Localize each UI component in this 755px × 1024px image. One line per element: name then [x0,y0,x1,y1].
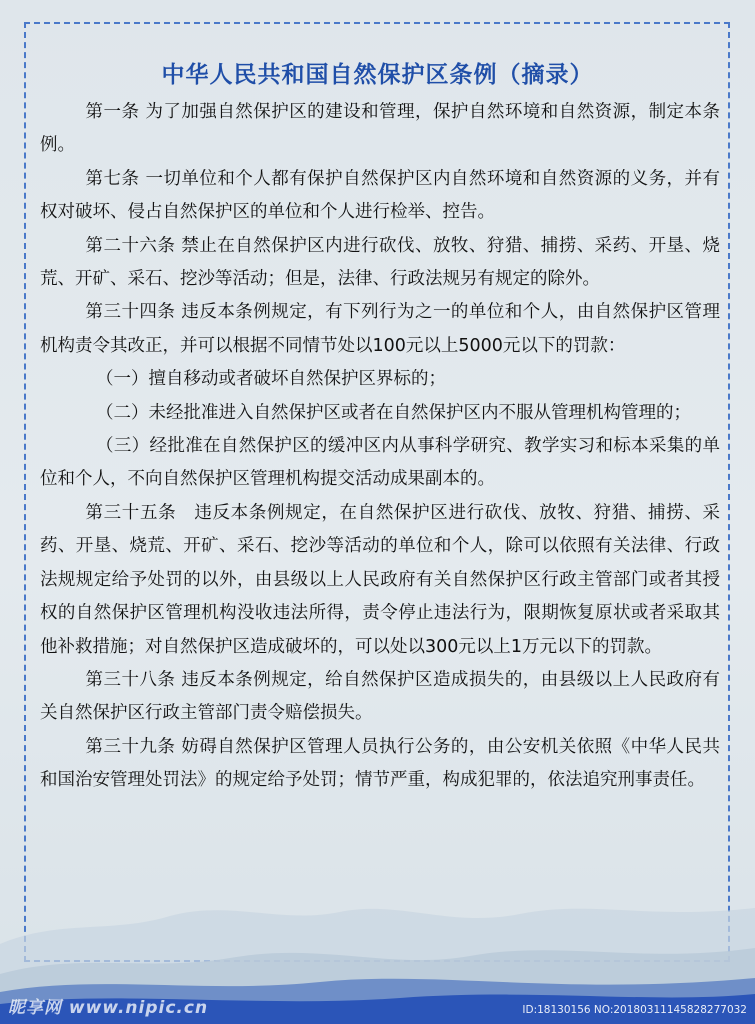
article-34-item-3: （三）经批准在自然保护区的缓冲区内从事科学研究、教学实习和标本采集的单位和个人，不向自然保护区管理机构提交活动成果副本的。 [40,436,720,490]
article-39: 第三十九条 妨碍自然保护区管理人员执行公务的，由公安机关依照《中华人民共和国治安管理处罚法》的规定给予处罚；情节严重，构成犯罪的，依法追究刑事责任。 [40,736,720,791]
article-38: 第三十八条 违反本条例规定，给自然保护区造成损失的，由县级以上人民政府有关自然保护区行政主管部门责令赔偿损失。 [40,669,720,724]
site-watermark: 昵享网 www.nipic.cn [8,998,209,1018]
article-26: 第二十六条 禁止在自然保护区内进行砍伐、放牧、狩猎、捕捞、采药、开垦、烧荒、开矿、采石、挖沙等活动；但是，法律、行政法规另有规定的除外。 [40,235,720,290]
image-id-watermark: ID:18130156 NO:20180311145828277032 [522,1004,747,1016]
document-title: 中华人民共和国自然保护区条例（摘录） [161,62,594,88]
article-34-item-1: （一）擅自移动或者破坏自然保护区界标的； [96,369,446,390]
article-1: 第一条 为了加强自然保护区的建设和管理，保护自然环境和自然资源，制定本条例。 [40,102,720,156]
article-34: 第三十四条 违反本条例规定，有下列行为之一的单位和个人，由自然保护区管理机构责令其改正，并可以根据不同情节处以100元以上5000元以下的罚款： [40,302,720,356]
article-35: 第三十五条 违反本条例规定，在自然保护区进行砍伐、放牧、狩猎、捕捞、采药、开垦、烧荒、开矿、采石、挖沙等活动的单位和个人，除可以依照有关法律、行政法规规定给予处罚的以外，由县级以上人民政府有关自然保护区行政主管部门或者其授权的自然保护区管理机构没收违法所得，责令停止违法行为，限期恢复原状或者采取其他补救措施；对自然保护区造成破坏的，可以处以300元以上1万元以下的罚款。 [40,502,720,657]
article-34-item-2: （二）未经批准进入自然保护区或者在自然保护区内不服从管理机构管理的； [96,402,691,423]
article-7: 第七条 一切单位和个人都有保护自然保护区内自然环境和自然资源的义务，并有权对破坏、侵占自然保护区的单位和个人进行检举、控告。 [40,168,720,223]
article-body [40,96,720,798]
